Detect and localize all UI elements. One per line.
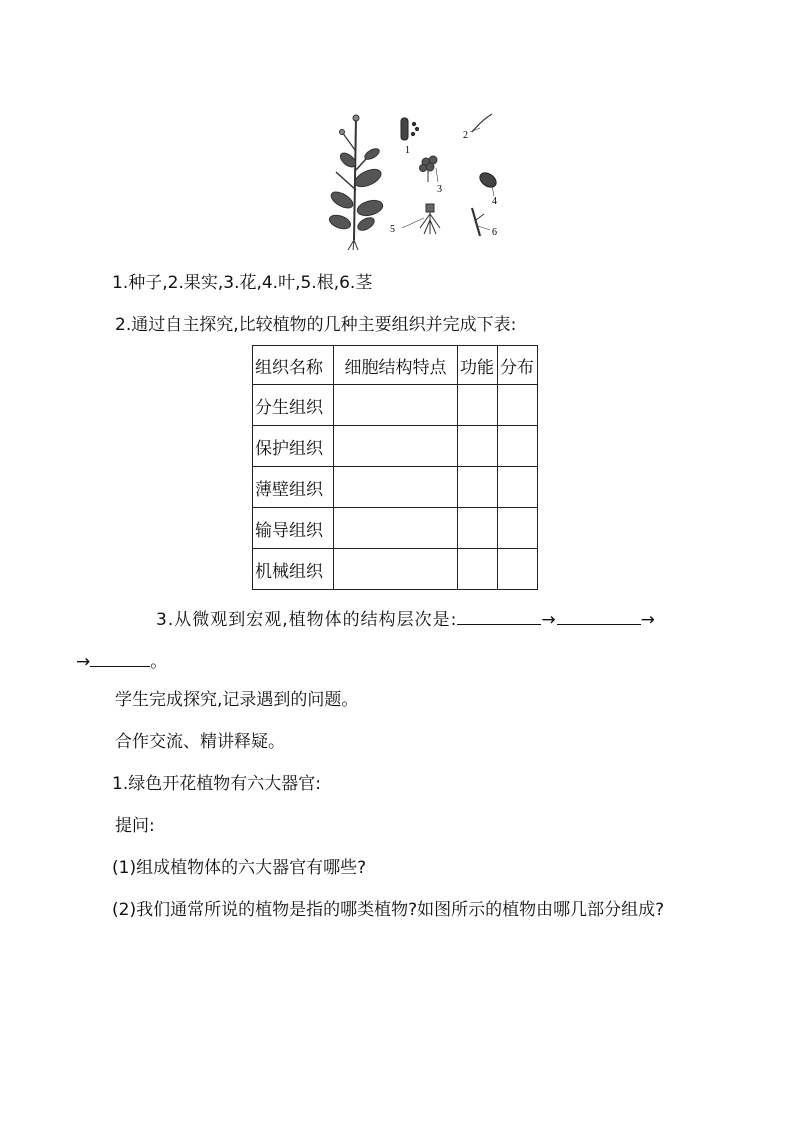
table-row — [253, 549, 538, 590]
table-row — [253, 467, 538, 508]
cell-structure-blank[interactable] — [334, 508, 458, 549]
distribution-blank[interactable] — [498, 508, 538, 549]
header-cell-structure: 细胞结构特点 — [334, 346, 458, 385]
fill-blank-3[interactable] — [90, 648, 150, 667]
figure-label-5: 5 — [390, 224, 395, 235]
arrow: → — [640, 610, 656, 630]
question-3-continuation — [76, 648, 167, 674]
table-row — [253, 426, 538, 467]
period: 。 — [150, 652, 168, 672]
header-tissue-name: 组织名称 — [253, 346, 334, 385]
flower-illustration — [420, 156, 439, 182]
function-blank[interactable] — [458, 467, 498, 508]
figure-label-2: 2 — [463, 130, 468, 141]
distribution-blank[interactable] — [498, 467, 538, 508]
ask-label: 提问: — [115, 816, 155, 836]
table-header-row — [253, 346, 538, 385]
distribution-blank[interactable] — [498, 426, 538, 467]
function-blank[interactable] — [458, 426, 498, 467]
six-organs-heading: 1.绿色开花植物有六大器官: — [112, 774, 321, 794]
whole-plant-illustration — [328, 115, 385, 250]
row-tissue-name: 薄壁组织 — [253, 467, 334, 508]
row-tissue-name: 分生组织 — [253, 385, 334, 426]
cell-structure-blank[interactable] — [334, 467, 458, 508]
function-blank[interactable] — [458, 385, 498, 426]
fill-blank-1[interactable] — [457, 606, 541, 625]
question-3-text: 3.从微观到宏观,植物体的结构层次是: — [156, 610, 458, 630]
function-blank[interactable] — [458, 508, 498, 549]
cell-structure-blank[interactable] — [334, 426, 458, 467]
sub-question-1: (1)组成植物体的六大器官有哪些? — [112, 858, 367, 878]
cell-structure-blank[interactable] — [334, 549, 458, 590]
root-illustration — [402, 204, 440, 234]
distribution-blank[interactable] — [498, 385, 538, 426]
question-2-prompt: 2.通过自主探究,比较植物的几种主要组织并完成下表: — [115, 315, 517, 335]
fruit-illustration — [472, 114, 492, 132]
row-tissue-name: 输导组织 — [253, 508, 334, 549]
cooperation-line: 合作交流、精讲释疑。 — [115, 732, 285, 752]
arrow: → — [541, 610, 557, 630]
cell-structure-blank[interactable] — [334, 385, 458, 426]
table-row — [253, 508, 538, 549]
figure-label-4: 4 — [492, 196, 497, 207]
figure-label-6: 6 — [492, 227, 497, 238]
leaf-illustration — [477, 170, 499, 196]
sub-question-2: (2)我们通常所说的植物是指的哪类植物?如图所示的植物由哪几部分组成? — [112, 900, 665, 920]
plant-organs-figure — [322, 110, 504, 250]
fill-blank-2[interactable] — [557, 606, 641, 625]
distribution-blank[interactable] — [498, 549, 538, 590]
figure-label-1: 1 — [405, 145, 410, 156]
function-blank[interactable] — [458, 549, 498, 590]
stem-illustration — [472, 208, 490, 236]
figure-label-3: 3 — [437, 184, 442, 195]
student-activity-line: 学生完成探究,记录遇到的问题。 — [115, 690, 359, 710]
seed-illustration — [401, 118, 419, 140]
question-3-prompt — [156, 606, 656, 632]
arrow: → — [76, 652, 91, 672]
table-row — [253, 385, 538, 426]
row-tissue-name: 机械组织 — [253, 549, 334, 590]
header-function: 功能 — [458, 346, 498, 385]
tissue-comparison-table — [252, 345, 538, 590]
plant-parts-caption: 1.种子,2.果实,3.花,4.叶,5.根,6.茎 — [112, 273, 373, 293]
header-distribution: 分布 — [498, 346, 538, 385]
row-tissue-name: 保护组织 — [253, 426, 334, 467]
